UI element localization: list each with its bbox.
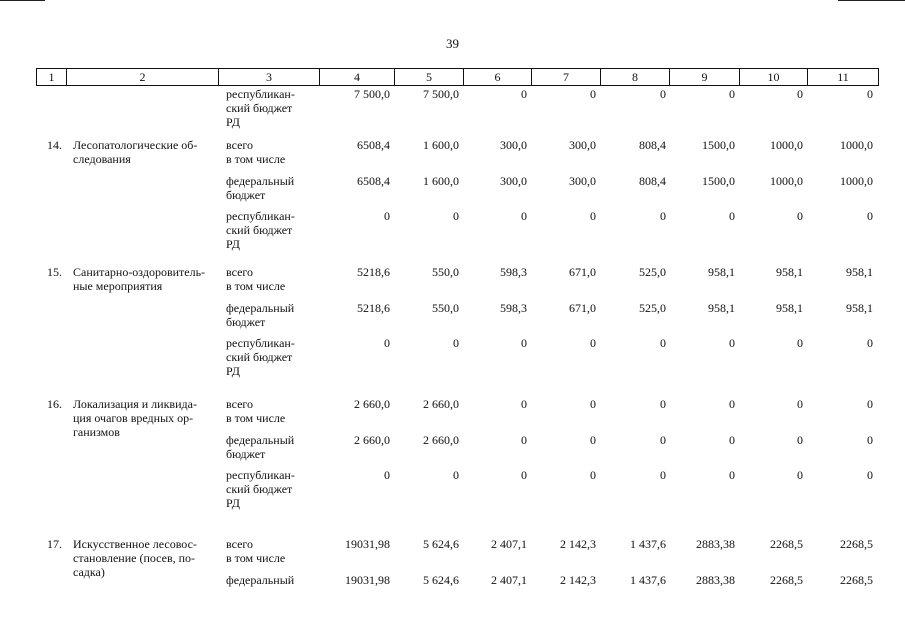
value-col-6: 0	[521, 433, 527, 447]
funding-type: республикан- ский бюджет РД	[226, 209, 295, 251]
value-col-9: 1500,0	[702, 174, 735, 188]
value-col-7: 0	[590, 336, 596, 350]
value-col-6: 2 407,1	[491, 573, 527, 587]
value-col-9: 2883,38	[696, 573, 735, 587]
value-col-5: 7 500,0	[423, 87, 459, 101]
value-col-7: 300,0	[569, 174, 596, 188]
value-col-11: 0	[867, 336, 873, 350]
value-col-7: 2 142,3	[560, 573, 596, 587]
value-col-11: 958,1	[846, 265, 873, 279]
value-col-10: 1000,0	[770, 138, 803, 152]
top-left-edge-line	[0, 0, 45, 1]
value-col-6: 2 407,1	[491, 537, 527, 551]
value-col-4: 19031,98	[345, 573, 390, 587]
funding-type: всего в том числе	[226, 265, 286, 293]
header-col-9: 9	[670, 69, 740, 85]
value-col-10: 0	[797, 87, 803, 101]
item-name: Санитарно-оздоровитель- ные мероприятия	[73, 265, 206, 293]
funding-type: республикан- ский бюджет РД	[226, 468, 295, 510]
value-col-4: 0	[384, 336, 390, 350]
value-col-11: 1000,0	[840, 138, 873, 152]
value-col-9: 0	[729, 468, 735, 482]
value-col-10: 0	[797, 209, 803, 223]
funding-type: всего в том числе	[226, 397, 286, 425]
value-col-7: 0	[590, 209, 596, 223]
item-name: Искусственное лесовос- становление (посев, по- садка)	[73, 537, 197, 579]
header-col-1: 1	[36, 69, 67, 85]
value-col-11: 1000,0	[840, 174, 873, 188]
item-number: 16.	[47, 397, 62, 411]
funding-type: республикан- ский бюджет РД	[226, 87, 295, 129]
value-col-4: 6508,4	[357, 138, 390, 152]
value-col-8: 1 437,6	[630, 573, 666, 587]
value-col-6: 598,3	[500, 301, 527, 315]
value-col-9: 958,1	[708, 265, 735, 279]
value-col-9: 0	[729, 209, 735, 223]
value-col-9: 0	[729, 336, 735, 350]
value-col-10: 0	[797, 433, 803, 447]
value-col-4: 2 660,0	[354, 397, 390, 411]
header-col-7: 7	[532, 69, 601, 85]
value-col-4: 2 660,0	[354, 433, 390, 447]
value-col-8: 0	[660, 397, 666, 411]
value-col-6: 598,3	[500, 265, 527, 279]
value-col-6: 0	[521, 397, 527, 411]
funding-type: всего в том числе	[226, 537, 286, 565]
value-col-11: 0	[867, 209, 873, 223]
value-col-10: 0	[797, 397, 803, 411]
value-col-4: 19031,98	[345, 537, 390, 551]
value-col-5: 0	[453, 209, 459, 223]
header-col-8: 8	[601, 69, 670, 85]
value-col-7: 0	[590, 433, 596, 447]
value-col-5: 5 624,6	[423, 573, 459, 587]
value-col-5: 2 660,0	[423, 397, 459, 411]
value-col-5: 2 660,0	[423, 433, 459, 447]
value-col-11: 2268,5	[840, 537, 873, 551]
value-col-8: 0	[660, 433, 666, 447]
value-col-5: 0	[453, 468, 459, 482]
funding-type: федеральный бюджет	[226, 174, 295, 202]
value-col-6: 300,0	[500, 138, 527, 152]
value-col-9: 2883,38	[696, 537, 735, 551]
funding-type: федеральный	[226, 573, 295, 587]
value-col-7: 671,0	[569, 301, 596, 315]
value-col-8: 525,0	[639, 301, 666, 315]
funding-type: республикан- ский бюджет РД	[226, 336, 295, 378]
header-col-5: 5	[395, 69, 464, 85]
value-col-10: 2268,5	[770, 537, 803, 551]
value-col-4: 5218,6	[357, 265, 390, 279]
item-number: 15.	[47, 265, 62, 279]
value-col-11: 0	[867, 433, 873, 447]
top-right-edge-line	[838, 0, 905, 1]
value-col-11: 0	[867, 87, 873, 101]
value-col-10: 2268,5	[770, 573, 803, 587]
value-col-7: 300,0	[569, 138, 596, 152]
value-col-9: 1500,0	[702, 138, 735, 152]
funding-type: федеральный бюджет	[226, 433, 295, 461]
value-col-6: 0	[521, 468, 527, 482]
value-col-10: 958,1	[776, 301, 803, 315]
value-col-8: 0	[660, 336, 666, 350]
value-col-8: 1 437,6	[630, 537, 666, 551]
value-col-4: 0	[384, 209, 390, 223]
value-col-4: 6508,4	[357, 174, 390, 188]
value-col-7: 2 142,3	[560, 537, 596, 551]
value-col-8: 0	[660, 209, 666, 223]
value-col-11: 0	[867, 397, 873, 411]
funding-type: всего в том числе	[226, 138, 286, 166]
value-col-8: 0	[660, 468, 666, 482]
item-name: Локализация и ликвида- ция очагов вредных ор- ганизмов	[73, 397, 197, 439]
value-col-9: 958,1	[708, 301, 735, 315]
value-col-6: 0	[521, 336, 527, 350]
value-col-8: 808,4	[639, 138, 666, 152]
header-col-2: 2	[67, 69, 219, 85]
item-name: Лесопатологические об- следования	[73, 138, 198, 166]
value-col-10: 0	[797, 336, 803, 350]
value-col-10: 958,1	[776, 265, 803, 279]
value-col-11: 0	[867, 468, 873, 482]
value-col-8: 0	[660, 87, 666, 101]
value-col-11: 2268,5	[840, 573, 873, 587]
header-col-4: 4	[320, 69, 395, 85]
value-col-7: 671,0	[569, 265, 596, 279]
value-col-5: 1 600,0	[423, 138, 459, 152]
value-col-5: 1 600,0	[423, 174, 459, 188]
value-col-6: 300,0	[500, 174, 527, 188]
header-col-6: 6	[464, 69, 532, 85]
header-col-10: 10	[740, 69, 808, 85]
value-col-6: 0	[521, 87, 527, 101]
header-col-11: 11	[808, 69, 879, 85]
value-col-5: 0	[453, 336, 459, 350]
value-col-7: 0	[590, 397, 596, 411]
value-col-8: 525,0	[639, 265, 666, 279]
header-col-3: 3	[219, 69, 320, 85]
value-col-11: 958,1	[846, 301, 873, 315]
value-col-5: 550,0	[432, 265, 459, 279]
value-col-4: 7 500,0	[354, 87, 390, 101]
value-col-4: 0	[384, 468, 390, 482]
value-col-9: 0	[729, 397, 735, 411]
value-col-9: 0	[729, 87, 735, 101]
value-col-8: 808,4	[639, 174, 666, 188]
table-header-row	[36, 68, 879, 86]
value-col-4: 5218,6	[357, 301, 390, 315]
value-col-7: 0	[590, 468, 596, 482]
value-col-9: 0	[729, 433, 735, 447]
item-number: 14.	[47, 138, 62, 152]
value-col-7: 0	[590, 87, 596, 101]
value-col-6: 0	[521, 209, 527, 223]
item-number: 17.	[47, 537, 62, 551]
funding-type: федеральный бюджет	[226, 301, 295, 329]
value-col-10: 0	[797, 468, 803, 482]
value-col-5: 5 624,6	[423, 537, 459, 551]
value-col-5: 550,0	[432, 301, 459, 315]
page-number: 39	[446, 36, 459, 51]
value-col-10: 1000,0	[770, 174, 803, 188]
